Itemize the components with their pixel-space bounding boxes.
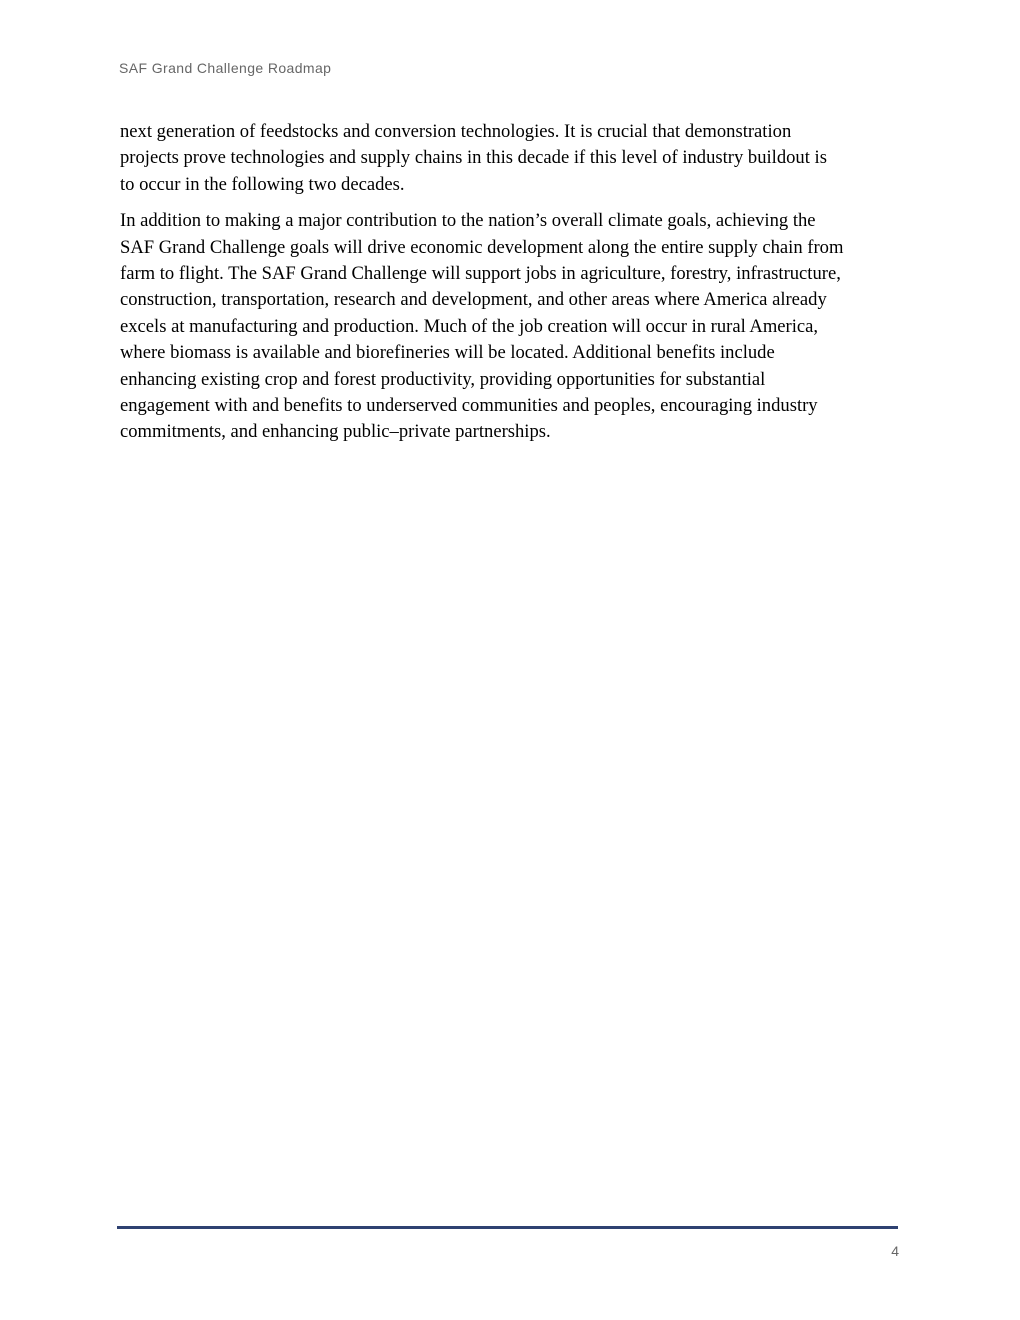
running-header-title: SAF Grand Challenge Roadmap xyxy=(119,60,332,76)
text-line: to occur in the following two decades. xyxy=(120,173,405,195)
text-line: SAF Grand Challenge goals will drive economic development along the entire supply chain from xyxy=(120,236,844,258)
text-line: construction, transportation, research and development, and other areas where America already xyxy=(120,289,827,311)
text-line: farm to flight. The SAF Grand Challenge will support jobs in agriculture, forestry, infrastructure, xyxy=(120,263,841,285)
body-text xyxy=(120,119,900,456)
page-number: 4 xyxy=(891,1243,899,1259)
text-line: next generation of feedstocks and conversion technologies. It is crucial that demonstration xyxy=(120,121,792,142)
footer-rule xyxy=(117,1226,898,1229)
text-line: engagement with and benefits to underserved communities and peoples, encouraging industry xyxy=(120,395,818,417)
text-line: commitments, and enhancing public–private partnerships. xyxy=(120,421,551,443)
text-line: where biomass is available and biorefineries will be located. Additional benefits include xyxy=(120,342,775,364)
text-line: enhancing existing crop and forest productivity, providing opportunities for substantial xyxy=(120,368,766,390)
text-line: In addition to making a major contribution to the nation’s overall climate goals, achieving the xyxy=(120,210,816,232)
paragraph-2 xyxy=(120,208,900,446)
text-line: excels at manufacturing and production. Much of the job creation will occur in rural America, xyxy=(120,315,819,337)
text-line: projects prove technologies and supply chains in this decade if this level of industry buildout is xyxy=(120,147,827,169)
paragraph-1 xyxy=(120,119,900,198)
